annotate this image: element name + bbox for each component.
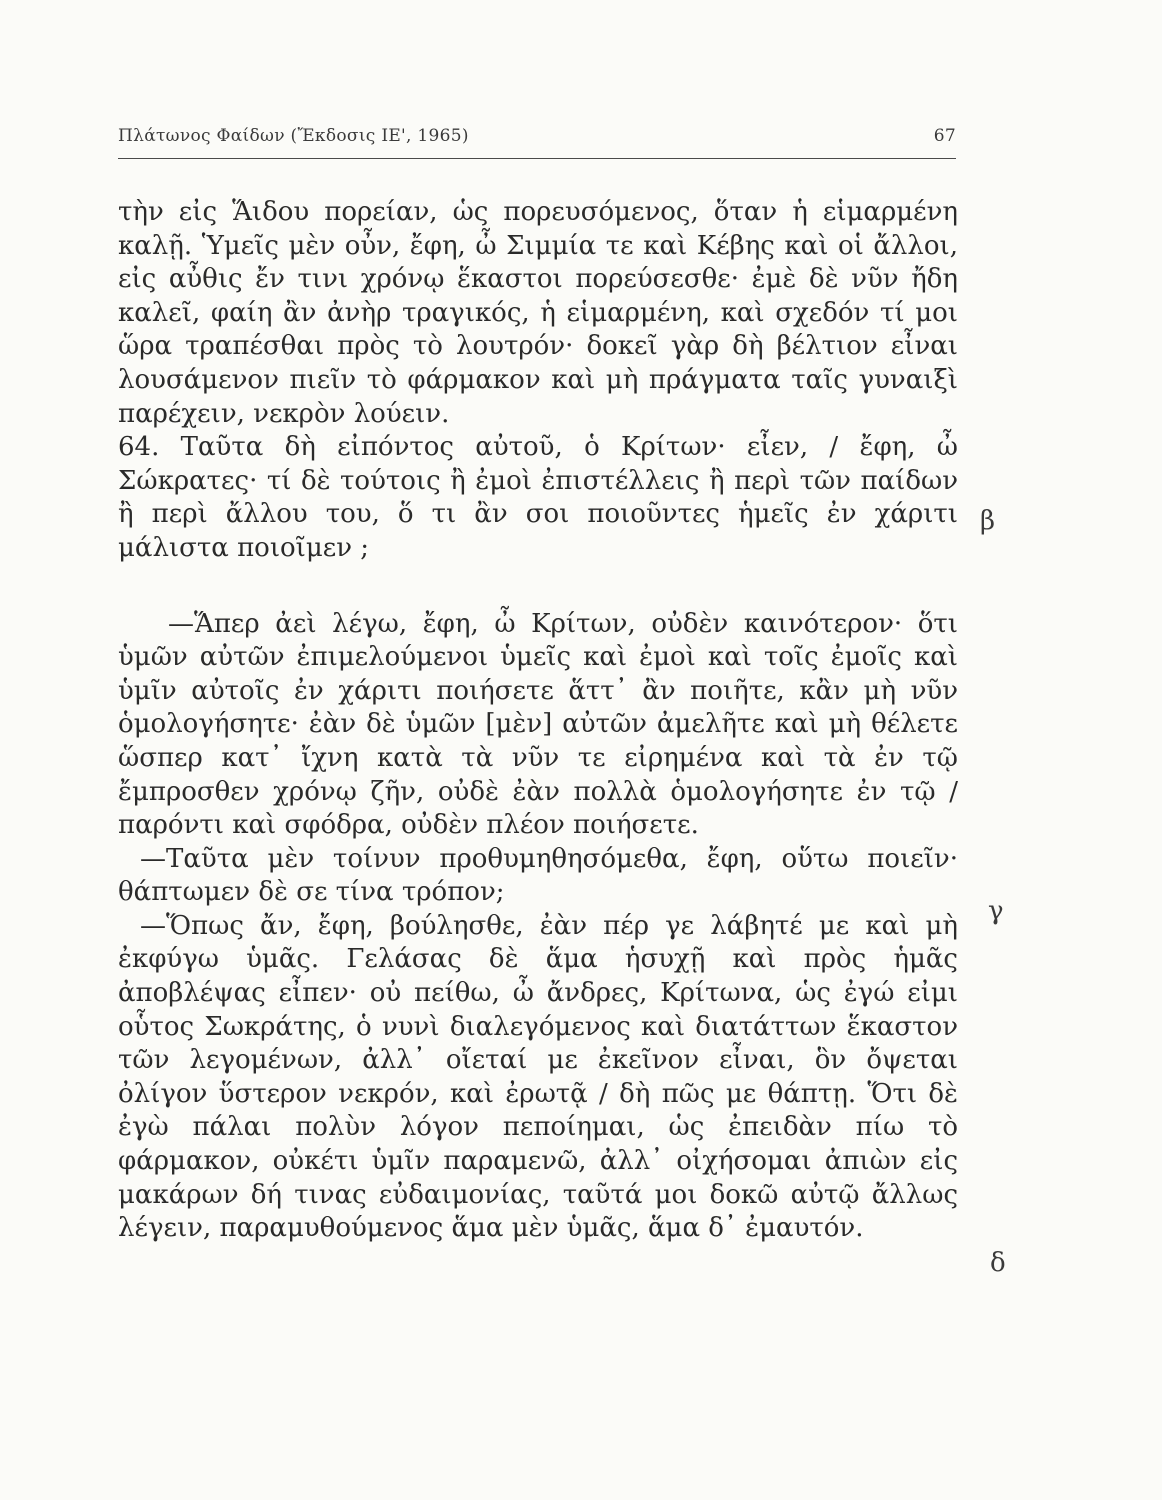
paragraph: τὴν εἰς Ἅιδου πορείαν, ὡς πορευσόμενος, ὅταν ἡ εἱμαρμένη καλῇ. Ὑμεῖς μὲν οὖν, ἔφη, ὦ Σιμμία τε καὶ Κέβης καὶ οἱ ἄλλοι, εἰς αὖθις ἔν τινι χρόνῳ ἕκαστοι πορεύσεσθε· ἐμὲ δὲ νῦν ἤδη καλεῖ, φαίη ἂν ἀνὴρ τραγικός, ἡ εἱμαρμένη, καὶ σχεδόν τί μοι ὥρα τραπέσθαι πρὸς τὸ λουτρόν· δοκεῖ γὰρ δὴ βέλτιον εἶναι λουσάμενον πιεῖν τὸ φάρμακον καὶ μὴ πράγματα ταῖς γυναιξὶ παρέχειν, νεκρὸν λούειν. bbox=[118, 197, 958, 429]
running-header bbox=[118, 126, 956, 146]
margin-letter-delta: δ bbox=[990, 1248, 1006, 1278]
margin-letter-gamma: γ bbox=[988, 896, 1004, 926]
margin-letter-beta: β bbox=[980, 506, 996, 536]
page-number: 67 bbox=[933, 126, 956, 146]
running-title: Πλάτωνος Φαίδων (Ἔκδοσις ΙΕ', 1965) bbox=[118, 126, 469, 146]
header-rule bbox=[118, 158, 956, 159]
paragraph: 64. Ταῦτα δὴ εἰπόντος αὐτοῦ, ὁ Κρίτων· εἶεν, / ἔφη, ὦ Σώκρατες· τί δὲ τούτοις ἢ ἐμοὶ ἐπιστέλλεις ἢ περὶ τῶν παίδων ἢ περὶ ἄλλου του, ὅ τι ἂν σοι ποιοῦντες ἡμεῖς ἐν χάριτι μάλιστα ποιοῖμεν ; bbox=[118, 432, 958, 563]
paragraph: —Ἅπερ ἀεὶ λέγω, ἔφη, ὦ Κρίτων, οὐδὲν καινότερον· ὅτι ὑμῶν αὐτῶν ἐπιμελούμενοι ὑμεῖς καὶ ἐμοὶ καὶ τοῖς ἐμοῖς καὶ ὑμῖν αὐτοῖς ἐν χάριτι ποιήσετε ἅττ᾽ ἂν ποιῆτε, κἂν μὴ νῦν ὁμολογήσητε· ἐὰν δὲ ὑμῶν [μὲν] αὐτῶν ἀμελῆτε καὶ μὴ θέλετε ὥσπερ κατ᾽ ἴχνη κατὰ τὰ νῦν τε εἰρημένα καὶ τὰ ἐν τῷ ἔμπροσθεν χρόνῳ ζῆν, οὐδὲ ἐὰν πολλὰ ὁμολογήσητε ἐν τῷ / παρόντι καὶ σφόδρα, οὐδὲν πλέον ποιήσετε. bbox=[118, 608, 958, 841]
paragraph: —Ταῦτα μὲν τοίνυν προθυμηθησόμεθα, ἔφη, οὕτω ποιεῖν· θάπτωμεν δὲ σε τίνα τρόπον; bbox=[118, 843, 958, 908]
main-text bbox=[118, 196, 958, 1246]
paragraph: —Ὅπως ἄν, ἔφη, βούλησθε, ἐὰν πέρ γε λάβητέ με καὶ μὴ ἐκφύγω ὑμᾶς. Γελάσας δὲ ἅμα ἡσυχῇ καὶ πρὸς ἡμᾶς ἀποβλέψας εἶπεν· οὐ πείθω, ὦ ἄνδρες, Κρίτωνα, ὡς ἐγώ εἰμι οὗτος Σωκράτης, ὁ νυνὶ διαλεγόμενος καὶ διατάττων ἕκαστον τῶν λεγομένων, ἀλλ᾽ οἴεταί με ἐκεῖνον εἶναι, ὃν ὄψεται ὀλίγον ὕστερον νεκρόν, καὶ ἐρωτᾷ / δὴ πῶς με θάπτῃ. Ὅτι δὲ ἐγὼ πάλαι πολὺν λόγον πεποίημαι, ὡς ἐπειδὰν πίω τὸ φάρμακον, οὐκέτι ὑμῖν παραμενῶ, ἀλλ᾽ οἰχήσομαι ἀπιὼν εἰς μακάρων δή τινας εὐδαιμονίας, ταῦτά μοι δοκῶ αὐτῷ ἄλλως λέγειν, παραμυθούμενος ἅμα μὲν ὑμᾶς, ἅμα δ᾽ ἐμαυτόν. bbox=[118, 910, 958, 1244]
